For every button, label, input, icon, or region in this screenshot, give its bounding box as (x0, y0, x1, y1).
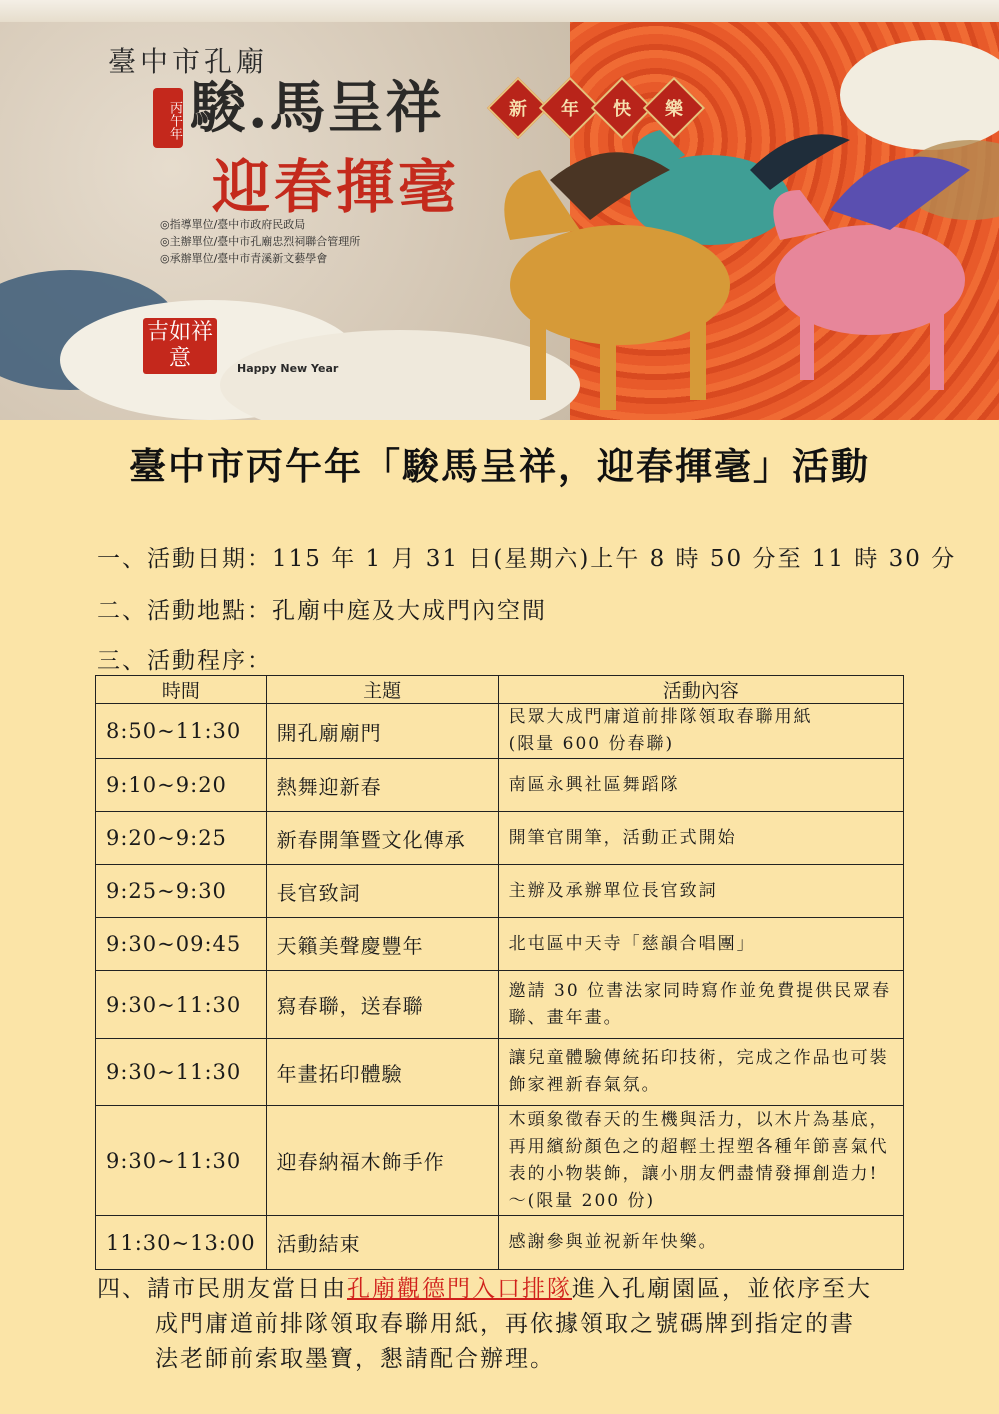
year-badge: 丙午年 (153, 88, 183, 148)
table-row (96, 704, 904, 759)
banner-title-sub: 迎春揮毫 (212, 153, 461, 221)
row-topic: 迎春納福木飾手作 (266, 1106, 498, 1216)
notice-line-3: 法老師前索取墨寶，懇請配合辦理。 (155, 1346, 555, 1372)
row-time: 9:30~11:30 (96, 1039, 267, 1106)
notice-line-2: 成門庸道前排隊領取春聯用紙，再依據領取之號碼牌到指定的書 (155, 1311, 855, 1337)
table-header-row (96, 676, 904, 704)
header-topic: 主題 (266, 676, 498, 704)
row-content: 北屯區中天寺「慈韻合唱團」 (498, 918, 903, 971)
row-time: 9:30~11:30 (96, 1106, 267, 1216)
row-topic: 熱舞迎新春 (266, 759, 498, 812)
event-date: 一、活動日期：115 年 1 月 31 日(星期六)上午 8 時 50 分至 11 時 30 分 (97, 546, 957, 572)
horses-illustration (470, 110, 999, 420)
pink-horse (773, 157, 970, 390)
row-topic: 天籟美聲慶豐年 (266, 918, 498, 971)
organizer-guidance: ◎指導單位/臺中市政府民政局 (160, 218, 306, 231)
table-row (96, 1039, 904, 1106)
entrance-highlight: 孔廟觀德門入口排隊 (347, 1276, 572, 1302)
program-table (95, 675, 904, 1270)
row-time: 8:50~11:30 (96, 704, 267, 759)
program-heading: 三、活動程序： (97, 648, 272, 674)
header-content: 活動內容 (498, 676, 903, 704)
row-topic: 活動結束 (266, 1216, 498, 1270)
row-time: 11:30~13:00 (96, 1216, 267, 1270)
row-topic: 開孔廟廟門 (266, 704, 498, 759)
row-time: 9:30~11:30 (96, 971, 267, 1039)
notice-prefix: 四、請市民朋友當日由 (97, 1276, 347, 1302)
row-content: 南區永興社區舞蹈隊 (498, 759, 903, 812)
notice-rest: 進入孔廟園區，並依序至大 (572, 1276, 872, 1302)
new-year-badge: 快 (591, 77, 653, 139)
row-time: 9:20~9:25 (96, 812, 267, 865)
row-content: 感謝參與並祝新年快樂。 (498, 1216, 903, 1270)
event-banner (0, 0, 999, 420)
banner-title-main: 駿.馬呈祥 (190, 75, 444, 141)
row-content: 邀請 30 位書法家同時寫作並免費提供民眾春聯、畫年畫。 (498, 971, 903, 1039)
table-row (96, 918, 904, 971)
row-topic: 新春開筆暨文化傳承 (266, 812, 498, 865)
new-year-badge: 樂 (643, 77, 705, 139)
row-topic: 年畫拓印體驗 (266, 1039, 498, 1106)
row-content: 開筆官開筆，活動正式開始 (498, 812, 903, 865)
new-year-badges (496, 86, 696, 130)
temple-name: 臺中市孔廟 (108, 45, 269, 78)
row-topic: 寫春聯，送春聯 (266, 971, 498, 1039)
organizer-host: ◎主辦單位/臺中市孔廟忠烈祠聯合管理所 (160, 235, 361, 248)
new-year-badge: 年 (539, 77, 601, 139)
queue-notice (97, 1272, 937, 1377)
event-location: 二、活動地點：孔廟中庭及大成門內空間 (97, 598, 547, 624)
row-content: 木頭象徵春天的生機與活力，以木片為基底，再用繽紛顏色之的超輕土捏塑各種年節喜氣代表的小物裝飾，讓小朋友們盡情發揮創造力!～(限量 200 份) (498, 1106, 903, 1216)
row-time: 9:25~9:30 (96, 865, 267, 918)
table-row (96, 812, 904, 865)
table-row (96, 865, 904, 918)
banner-top-strip (0, 0, 999, 22)
table-row (96, 1216, 904, 1270)
header-time: 時間 (96, 676, 267, 704)
new-year-badge: 新 (487, 77, 549, 139)
row-time: 9:30~09:45 (96, 918, 267, 971)
row-topic: 長官致詞 (266, 865, 498, 918)
happy-new-year-text: Happy New Year (237, 362, 339, 375)
row-time: 9:10~9:20 (96, 759, 267, 812)
table-row (96, 1106, 904, 1216)
organizers-list (160, 216, 360, 267)
row-content: 主辦及承辦單位長官致詞 (498, 865, 903, 918)
table-row (96, 759, 904, 812)
document-title: 臺中市丙午年「駿馬呈祥，迎春揮毫」活動 (129, 444, 870, 488)
row-content: 讓兒童體驗傳統拓印技術，完成之作品也可裝飾家裡新春氣氛。 (498, 1039, 903, 1106)
table-row (96, 971, 904, 1039)
auspicious-seal: 吉如祥意 (143, 318, 217, 374)
organizer-executor: ◎承辦單位/臺中市青溪新文藝學會 (160, 252, 328, 265)
row-content: 民眾大成門庸道前排隊領取春聯用紙 (限量 600 份春聯) (498, 704, 903, 759)
